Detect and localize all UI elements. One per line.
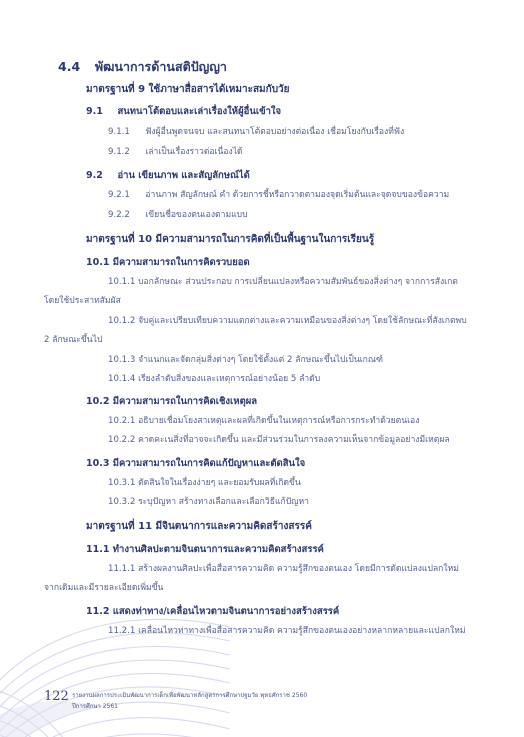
indicator-number: 9.2 xyxy=(86,170,103,181)
standard-10-heading: มาตรฐานที่ 10 มีความสามารถในการคิดที่เป็นพื้นฐานในการเรียนรู้ xyxy=(86,234,375,245)
criterion-text: อ่านภาพ สัญลักษณ์ คำ ด้วยการชี้หรือกวาดตามองจุดเริ่มต้นและจุดจบของข้อความ xyxy=(145,190,450,200)
criterion-10-1-1: 10.1.1 บอกลักษณะ ส่วนประกอบ การเปลี่ยนแปลงหรือความสัมพันธ์ของสิ่งต่างๆ จากการสังเกต xyxy=(108,277,458,287)
criterion-9-2-2 xyxy=(108,211,248,220)
indicator-9-1 xyxy=(86,107,281,117)
criterion-9-1-2 xyxy=(108,148,243,157)
criterion-number: 9.1.1 xyxy=(108,127,130,137)
indicator-number: 9.1 xyxy=(86,106,103,117)
criterion-10-2-1: 10.2.1 อธิบายเชื่อมโยงสาเหตุและผลที่เกิดขึ้นในเหตุการณ์หรือการกระทำด้วยตนเอง xyxy=(108,416,420,426)
criterion-number: 9.2.1 xyxy=(108,190,130,200)
footer-academic-year: ปีการศึกษา 2561 xyxy=(72,703,118,710)
standard-9-heading: มาตรฐานที่ 9 ใช้ภาษาสื่อสารได้เหมาะสมกับวัย xyxy=(86,84,290,95)
page-number: 122 xyxy=(44,689,69,704)
section-title-text: พัฒนาการด้านสติปัญญา xyxy=(94,59,227,74)
criterion-10-1-3: 10.1.3 จำแนกและจัดกลุ่มสิ่งต่างๆ โดยใช้ตั้งแต่ 2 ลักษณะขึ้นไปเป็นเกณฑ์ xyxy=(108,355,383,365)
criterion-text: ฟังผู้อื่นพูดจนจบ และสนทนาโต้ตอบอย่างต่อเนื่อง เชื่อมโยงกับเรื่องที่ฟัง xyxy=(145,127,405,137)
criterion-11-1-1: 11.1.1 สร้างผลงานศิลปะเพื่อสื่อสารความคิด ความรู้สึกของตนเอง โดยมีการดัดแปลงแปลกใหม่ xyxy=(108,564,459,574)
criterion-9-1-1 xyxy=(108,128,404,137)
criterion-10-1-2-continued: 2 ลักษณะขึ้นไป xyxy=(44,335,103,345)
criterion-text: เล่าเป็นเรื่องราวต่อเนื่องได้ xyxy=(145,147,243,157)
indicator-11-2: 11.2 แสดงท่าทาง/เคลื่อนไหวตามจินตนาการอย่างสร้างสรรค์ xyxy=(86,606,340,617)
criterion-number: 9.1.2 xyxy=(108,147,130,157)
criterion-11-1-1-continued: จากเดิมและมีรายละเอียดเพิ่มขึ้น xyxy=(44,583,164,593)
indicator-10-3: 10.3 มีความสามารถในการคิดแก้ปัญหาและตัดสินใจ xyxy=(86,458,306,469)
indicator-11-1: 11.1 ทำงานศิลปะตามจินตนาการและความคิดสร้างสรรค์ xyxy=(86,544,324,555)
criterion-text: เขียนชื่อของตนเองตามแบบ xyxy=(145,210,248,220)
indicator-10-1: 10.1 มีความสามารถในการคิดรวบยอด xyxy=(86,257,250,268)
indicator-9-2 xyxy=(86,171,250,181)
criterion-number: 9.2.2 xyxy=(108,210,130,220)
standard-11-heading: มาตรฐานที่ 11 มีจินตนาการและความคิดสร้างสรรค์ xyxy=(86,521,312,532)
criterion-9-2-1 xyxy=(108,191,449,200)
section-number: 4.4 xyxy=(58,59,81,74)
section-title xyxy=(58,61,227,74)
criterion-10-1-1-continued: โดยใช้ประสาทสัมผัส xyxy=(44,296,121,306)
footer-report-title: รายงานผลการประเมินพัฒนาการเด็กเพื่อพัฒนาหลักสูตรการศึกษาปฐมวัย พุทธศักราช 2560 xyxy=(72,692,308,699)
criterion-10-1-2: 10.1.2 จับคู่และเปรียบเทียบความแตกต่างและความเหมือนของสิ่งต่างๆ โดยใช้ลักษณะที่สังเกตพบ xyxy=(108,316,467,326)
criterion-11-2-1: 11.2.1 เคลื่อนไหวท่าทางเพื่อสื่อสารความคิด ความรู้สึกของตนเองอย่างหลากหลายและแปลกใหม่ xyxy=(108,626,466,636)
criterion-10-1-4: 10.1.4 เรียงลำดับสิ่งของและเหตุการณ์อย่างน้อย 5 ลำดับ xyxy=(108,374,321,384)
criterion-10-3-2: 10.3.2 ระบุปัญหา สร้างทางเลือกและเลือกวิธีแก้ปัญหา xyxy=(108,497,309,507)
criterion-10-2-2: 10.2.2 คาดคะเนสิ่งที่อาจจะเกิดขึ้น และมีส่วนร่วมในการลงความเห็นจากข้อมูลอย่างมีเหตุผล xyxy=(108,435,450,445)
indicator-title: สนทนาโต้ตอบและเล่าเรื่องให้ผู้อื่นเข้าใจ xyxy=(117,106,282,117)
criterion-10-3-1: 10.3.1 ตัดสินใจในเรื่องง่ายๆ และยอมรับผลที่เกิดขึ้น xyxy=(108,478,301,488)
indicator-10-2: 10.2 มีความสามารถในการคิดเชิงเหตุผล xyxy=(86,396,258,407)
indicator-title: อ่าน เขียนภาพ และสัญลักษณ์ได้ xyxy=(117,170,250,181)
